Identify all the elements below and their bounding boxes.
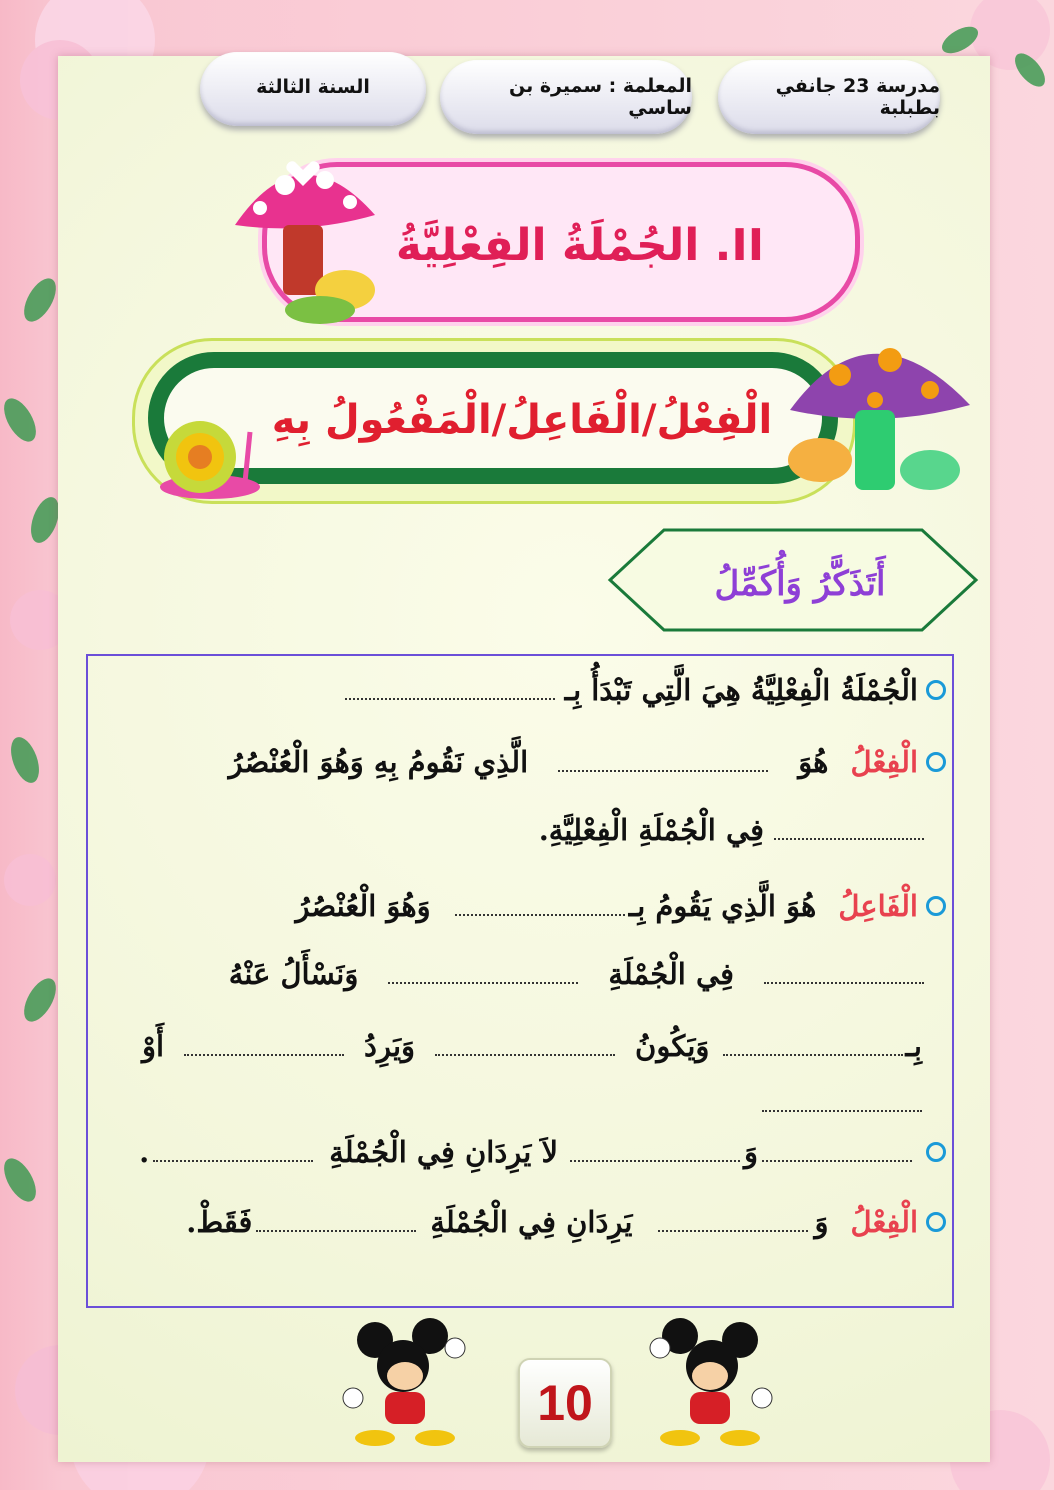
answer-blank[interactable]	[762, 1142, 912, 1162]
line6-part-a: بِـ	[905, 1029, 922, 1063]
circle-bullet-icon	[926, 1212, 946, 1232]
line2-part-a: هُوَ	[798, 745, 829, 779]
exercise-line-4	[96, 876, 946, 936]
exercise-line-9	[96, 1192, 946, 1252]
line9-part-a: وَ	[814, 1205, 829, 1239]
page-subtitle: الْفِعْلُ/الْفَاعِلُ/الْمَفْعُولُ بِهِ	[271, 397, 773, 443]
line4-part-a: هُوَ الَّذِي يَقُومُ بِـ	[628, 889, 817, 923]
page-title: II. الجُمْلَةُ الفِعْلِيَّةُ	[395, 219, 765, 271]
exercise-line-8: وَ لاَ يَرِدَانِ فِي الْجُمْلَةِ .	[96, 1122, 946, 1182]
page-number: 10	[518, 1358, 612, 1448]
answer-blank[interactable]	[774, 820, 924, 840]
purple-mushroom-icon	[780, 320, 980, 510]
line8-part-b: لاَ يَرِدَانِ فِي الْجُمْلَةِ	[329, 1135, 558, 1169]
teacher-name-pill	[440, 60, 692, 134]
circle-bullet-icon	[926, 752, 946, 772]
section-label: أَتَذَكَّرُ وَأُكَمِّلُ	[714, 564, 886, 604]
snail-icon	[150, 412, 260, 502]
answer-blank[interactable]	[762, 1092, 922, 1112]
answer-blank[interactable]	[570, 1142, 740, 1162]
line8-part-a: وَ	[743, 1135, 758, 1169]
answer-blank[interactable]	[256, 1212, 416, 1232]
line4-part-b: وَهُوَ الْعُنْصُرُ	[295, 889, 431, 923]
keyword-subject: الْفَاعِلُ	[838, 889, 918, 923]
exercise-line-3	[96, 800, 946, 860]
answer-blank[interactable]	[435, 1036, 615, 1056]
line3-text: فِي الْجُمْلَةِ الْفِعْلِيَّةِ.	[538, 813, 764, 847]
line6-part-b: وَيَكُونُ	[635, 1029, 710, 1063]
line6-part-c: وَيَرِدُ	[364, 1029, 416, 1063]
line1-text: الْجُمْلَةُ الْفِعْلِيَّةُ هِيَ الَّتِي تَبْدَأُ بِـ	[564, 673, 918, 707]
cartoon-mouse-right-icon	[640, 1318, 780, 1448]
answer-blank[interactable]	[558, 752, 768, 772]
answer-blank[interactable]	[764, 964, 924, 984]
exercise-line-2	[96, 732, 946, 792]
circle-bullet-icon	[926, 896, 946, 916]
grade-label: السنة الثالثة	[256, 76, 370, 98]
circle-bullet-icon	[926, 1142, 946, 1162]
school-name-pill	[718, 60, 940, 134]
cartoon-mouse-left-icon	[335, 1318, 475, 1448]
answer-blank[interactable]	[723, 1036, 903, 1056]
line9-part-c: فَقَطْ.	[186, 1205, 253, 1239]
mushroom-icon	[225, 140, 395, 330]
school-name: مدرسة 23 جانفي بطبلبة	[775, 75, 940, 119]
line6-part-d: أَوْ	[141, 1029, 165, 1063]
line5-part-a: فِي الْجُمْلَةِ	[608, 957, 734, 991]
answer-blank[interactable]	[184, 1036, 344, 1056]
keyword-verb: الْفِعْلُ	[850, 745, 918, 779]
exercise-line-1	[96, 660, 946, 720]
circle-bullet-icon	[926, 680, 946, 700]
exercise-line-5	[96, 944, 946, 1004]
exercise-line-6	[96, 1016, 946, 1076]
answer-blank[interactable]	[455, 896, 625, 916]
teacher-name: المعلمة : سميرة بن ساسي	[508, 75, 692, 119]
answer-blank[interactable]	[153, 1142, 313, 1162]
answer-blank[interactable]	[658, 1212, 808, 1232]
line5-part-b: وَنَسْأَلُ عَنْهُ	[228, 957, 359, 991]
line9-part-b: يَرِدَانِ فِي الْجُمْلَةِ	[430, 1205, 633, 1239]
keyword-verb: الْفِعْلُ	[850, 1205, 918, 1239]
answer-blank[interactable]	[345, 680, 555, 700]
answer-blank[interactable]	[388, 964, 578, 984]
line2-part-b: الَّذِي نَقُومُ بِهِ وَهُوَ الْعُنْصُرُ	[228, 745, 529, 779]
grade-pill	[200, 52, 426, 126]
